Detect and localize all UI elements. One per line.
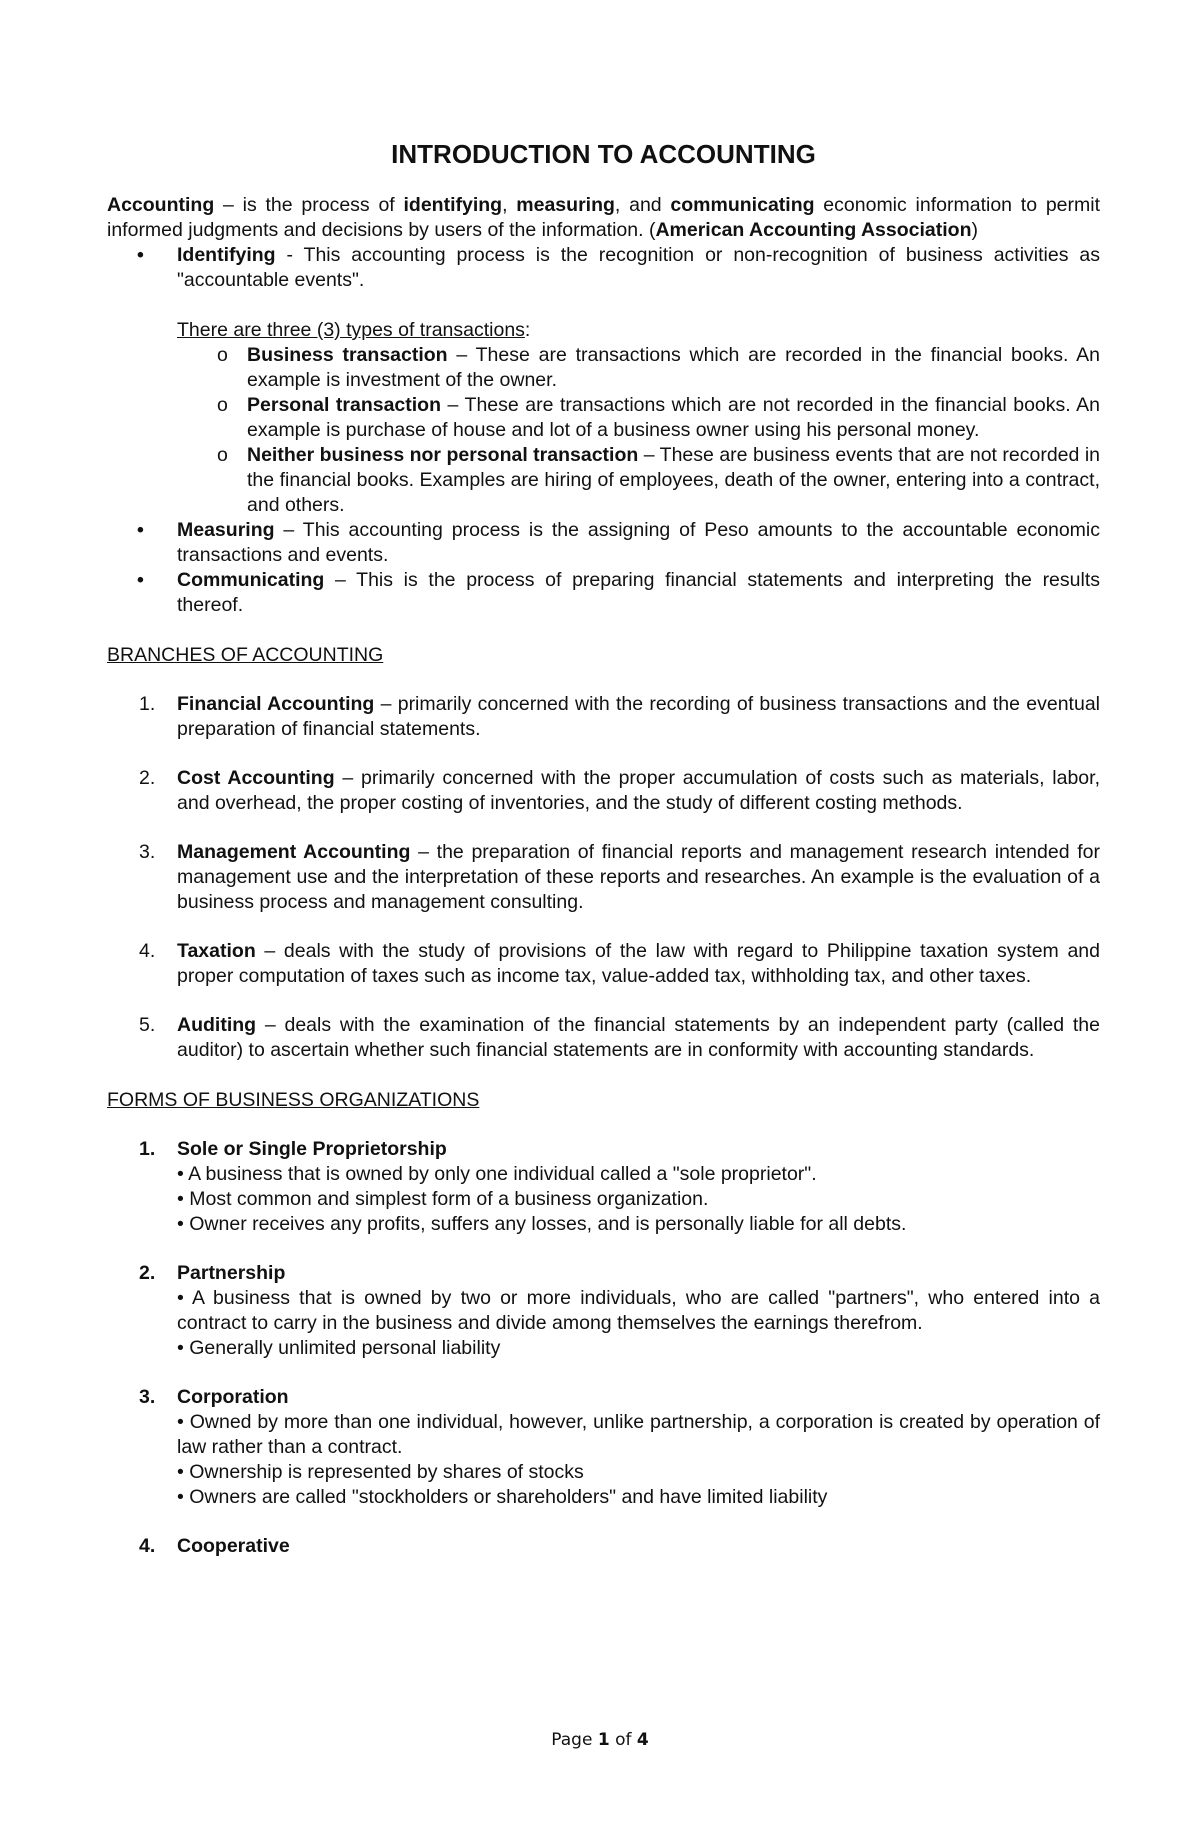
transaction-item: o Business transaction – These are transactions which are recorded in the financial books. An example is investment of the owner.: [217, 344, 1100, 391]
circle-bullet-icon: o: [217, 394, 228, 416]
page-title: INTRODUCTION TO ACCOUNTING: [391, 139, 816, 169]
bullet-icon: •: [177, 1486, 184, 1508]
form-point: • Owners are called "stockholders or shareholders" and have limited liability: [177, 1486, 828, 1508]
form-point: • A business that is owned by two or more individuals, who are called "partners", who entered into a contract to carry in the business and divide among themselves the earnings therefrom.: [177, 1287, 1101, 1334]
bullet-icon: •: [177, 1163, 184, 1185]
form-point: • Generally unlimited personal liability: [177, 1337, 501, 1359]
page-footer: Page 1 of 4: [551, 1730, 649, 1750]
measuring-bullet: • Measuring – This accounting process is the assigning of Peso amounts to the accountable economic transactions and events.: [137, 519, 1100, 566]
bullet-icon: •: [177, 1461, 184, 1483]
bullet-icon: •: [177, 1287, 184, 1309]
bullet-icon: •: [177, 1411, 184, 1433]
branch-item: 3. Management Accounting – the preparation of financial reports and management research intended for management use and the interpretation of these reports and researches. An example is the evaluation of a business process and management consulting.: [139, 841, 1100, 913]
business-form-heading: 4. Cooperative: [139, 1535, 290, 1557]
bullet-icon: •: [177, 1337, 184, 1359]
circle-bullet-icon: o: [217, 444, 228, 466]
communicating-bullet: • Communicating – This is the process of preparing financial statements and interpreting the results thereof.: [137, 569, 1100, 616]
page-content: [107, 138, 1100, 1559]
form-point: • Owned by more than one individual, however, unlike partnership, a corporation is created by operation of law rather than a contract.: [177, 1411, 1100, 1458]
form-point: • Ownership is represented by shares of stocks: [177, 1461, 584, 1483]
business-form-heading: 2. Partnership: [139, 1262, 286, 1284]
definition-term: Accounting: [107, 194, 215, 216]
form-point: • Most common and simplest form of a business organization.: [177, 1188, 709, 1210]
bullet-icon: •: [137, 569, 144, 591]
accounting-definition: Accounting – is the process of identifying, measuring, and communicating economic information to permit informed judgments and decisions by users of the information. (American Accounting Association): [107, 194, 1100, 241]
branch-item: 5. Auditing – deals with the examination of the financial statements by an independent party (called the auditor) to ascertain whether such financial statements are in conformity with accounting standards.: [139, 1014, 1100, 1061]
branch-item: 1. Financial Accounting – primarily concerned with the recording of business transactions and the eventual preparation of financial statements.: [139, 693, 1100, 740]
transaction-item: o Personal transaction – These are transactions which are not recorded in the financial books. An example is purchase of house and lot of a business owner using his personal money.: [217, 394, 1100, 441]
bullet-icon: •: [177, 1188, 184, 1210]
circle-bullet-icon: o: [217, 344, 228, 366]
business-form-heading: 3. Corporation: [139, 1386, 289, 1408]
form-point: • A business that is owned by only one individual called a "sole proprietor".: [177, 1163, 817, 1185]
form-point: • Owner receives any profits, suffers any losses, and is personally liable for all debts.: [177, 1213, 907, 1235]
business-form-heading: 1. Sole or Single Proprietorship: [139, 1138, 447, 1160]
branch-item: 2. Cost Accounting – primarily concerned with the proper accumulation of costs such as materials, labor, and overhead, the proper costing of inventories, and the study of different costing methods.: [139, 767, 1100, 814]
bullet-icon: •: [137, 519, 144, 541]
bullet-icon: •: [137, 244, 144, 266]
current-page-number: 1: [597, 1730, 610, 1750]
bullet-icon: •: [177, 1213, 184, 1235]
identifying-bullet: • Identifying - This accounting process is the recognition or non-recognition of business activities as "accountable events".: [137, 244, 1100, 291]
transaction-item: o Neither business nor personal transaction – These are business events that are not recorded in the financial books. Examples are hiring of employees, death of the owner, entering into a contract, and others.: [217, 444, 1100, 516]
transactions-intro: There are three (3) types of transactions:: [177, 319, 531, 341]
branches-heading: BRANCHES OF ACCOUNTING: [107, 644, 384, 666]
total-pages: 4: [636, 1730, 649, 1750]
definition-source: American Accounting Association: [655, 219, 972, 241]
branch-item: 4. Taxation – deals with the study of provisions of the law with regard to Philippine taxation system and proper computation of taxes such as income tax, value-added tax, withholding tax, and other taxes.: [139, 940, 1100, 987]
forms-heading: FORMS OF BUSINESS ORGANIZATIONS: [107, 1089, 480, 1111]
